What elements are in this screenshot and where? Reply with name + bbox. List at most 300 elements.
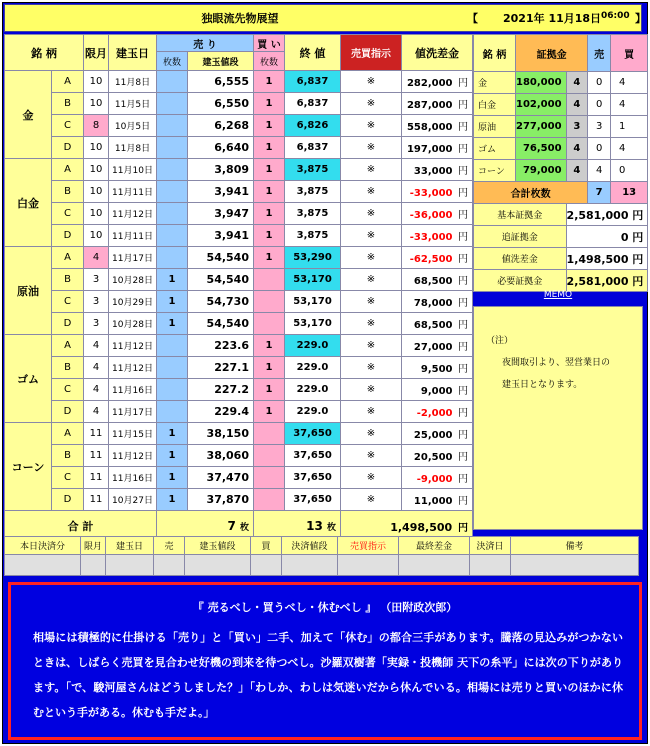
row-sell-qty: [157, 115, 188, 137]
row-diff-yen: 円: [458, 452, 468, 463]
settle-empty-cell: [106, 555, 154, 576]
row-diff-yen: 円: [458, 122, 468, 133]
row-diff: [402, 137, 473, 159]
row-price: 6,640: [188, 137, 254, 159]
row-date: 11月12日: [109, 445, 157, 467]
row-diff-yen: 円: [458, 364, 468, 375]
summary-value: 2,581,000 円: [566, 204, 648, 226]
row-diff-yen: 円: [458, 430, 468, 441]
row-buy-qty: [254, 423, 285, 445]
row-diff-value: 68,500: [413, 320, 453, 331]
row-diff: [402, 379, 473, 401]
position-row: [5, 423, 473, 445]
margin-qty: 4: [566, 72, 588, 94]
positions-table: [4, 34, 473, 542]
row-close: 37,650: [285, 445, 341, 467]
row-signal: ※: [341, 357, 402, 379]
row-signal: ※: [341, 115, 402, 137]
header-brand: 銘 柄: [5, 35, 84, 71]
position-row: [5, 467, 473, 489]
row-date: 11月16日: [109, 379, 157, 401]
margin-brand: 原油: [474, 116, 516, 138]
row-buy-qty: 1: [254, 181, 285, 203]
report-date: 2021年 11月18日: [503, 12, 602, 25]
memo-line-1: （注）: [486, 336, 514, 346]
settle-empty-cell: [154, 555, 185, 576]
row-sell-qty: 1: [157, 489, 188, 511]
row-diff: [402, 225, 473, 247]
row-buy-qty: 1: [254, 71, 285, 93]
row-diff: [402, 115, 473, 137]
row-date: 11月11日: [109, 181, 157, 203]
row-limit: 4: [84, 379, 109, 401]
margin-summary-table: [473, 34, 648, 292]
row-diff: [402, 93, 473, 115]
row-price: 227.1: [188, 357, 254, 379]
row-close: 6,837: [285, 71, 341, 93]
row-limit: 10: [84, 159, 109, 181]
row-date: 11月5日: [109, 93, 157, 115]
position-row: [5, 203, 473, 225]
summary-label: 追証拠金: [474, 226, 567, 248]
row-price: 3,809: [188, 159, 254, 181]
row-diff-value: 11,000: [413, 496, 453, 507]
margin-sell: 0: [588, 72, 611, 94]
header-sell-qty: 枚数: [157, 52, 188, 71]
margin-pad: [633, 94, 648, 116]
row-diff-value: 27,000: [413, 342, 453, 353]
row-signal: ※: [341, 71, 402, 93]
row-limit: 10: [84, 137, 109, 159]
memo-box: [473, 306, 643, 530]
row-price: 223.6: [188, 335, 254, 357]
summary-row: [474, 226, 648, 248]
row-diff-yen: 円: [458, 166, 468, 177]
row-diff: [402, 291, 473, 313]
position-row: [5, 247, 473, 269]
row-close: 53,290: [285, 247, 341, 269]
settle-header: 建玉日: [106, 537, 154, 555]
summary-row: [474, 248, 648, 270]
row-diff: [402, 269, 473, 291]
row-sell-qty: [157, 335, 188, 357]
row-diff: [402, 313, 473, 335]
row-date: 11月10日: [109, 159, 157, 181]
row-grade: D: [52, 401, 84, 423]
total-buy-unit: 枚: [326, 523, 336, 533]
header-price: 建玉値段: [188, 52, 254, 71]
position-row: [5, 115, 473, 137]
header-sell: 売 り: [157, 35, 254, 52]
row-signal: ※: [341, 379, 402, 401]
settle-empty-cell: [81, 555, 106, 576]
position-row: [5, 445, 473, 467]
margin-row: [474, 116, 648, 138]
row-sell-qty: [157, 71, 188, 93]
row-signal: ※: [341, 269, 402, 291]
settle-header: 建玉値段: [185, 537, 251, 555]
row-date: 11月12日: [109, 357, 157, 379]
row-diff-value: 9,000: [420, 386, 453, 397]
row-close: 229.0: [285, 401, 341, 423]
row-diff-value: 78,000: [413, 298, 453, 309]
header-close: 終 値: [285, 35, 341, 71]
summary-label: 必要証拠金: [474, 270, 567, 292]
commodity-name: ゴム: [5, 335, 52, 423]
row-diff-value: 282,000: [406, 78, 453, 89]
total-sell-unit: 枚: [239, 523, 249, 533]
summary-label: 基本証拠金: [474, 204, 567, 226]
memo-line-3: 建玉日となります。: [502, 380, 583, 390]
position-row: [5, 401, 473, 423]
row-diff-value: 287,000: [406, 100, 453, 111]
margin-value: 76,500: [516, 138, 567, 160]
row-diff: [402, 423, 473, 445]
row-close: 37,650: [285, 489, 341, 511]
row-date: 11月8日: [109, 71, 157, 93]
row-price: 54,540: [188, 247, 254, 269]
total-yen: 円: [458, 522, 468, 534]
margin-row: [474, 160, 648, 182]
margin-row: [474, 138, 648, 160]
row-close: 6,837: [285, 93, 341, 115]
side-header-buy: 買: [611, 35, 648, 72]
row-limit: 3: [84, 313, 109, 335]
settle-empty-cell: [5, 555, 81, 576]
row-price: 3,941: [188, 225, 254, 247]
margin-brand: ゴム: [474, 138, 516, 160]
row-signal: ※: [341, 335, 402, 357]
margin-pad: [633, 116, 648, 138]
row-sell-qty: 1: [157, 445, 188, 467]
position-row: [5, 357, 473, 379]
margin-row: [474, 72, 648, 94]
row-diff: [402, 467, 473, 489]
row-date: 10月28日: [109, 313, 157, 335]
row-grade: D: [52, 137, 84, 159]
position-row: [5, 489, 473, 511]
settle-empty-cell: [470, 555, 511, 576]
row-grade: A: [52, 423, 84, 445]
commodity-name: 白金: [5, 159, 52, 247]
side-header-brand: 銘 柄: [474, 35, 516, 72]
row-sell-qty: [157, 137, 188, 159]
margin-sell: 4: [588, 160, 611, 182]
position-row: [5, 335, 473, 357]
position-row: [5, 93, 473, 115]
row-limit: 11: [84, 445, 109, 467]
row-grade: B: [52, 269, 84, 291]
row-buy-qty: 1: [254, 401, 285, 423]
row-close: 37,650: [285, 467, 341, 489]
position-row: [5, 291, 473, 313]
row-signal: ※: [341, 423, 402, 445]
side-count-buy: 13: [611, 182, 648, 204]
row-close: 53,170: [285, 291, 341, 313]
row-date: 11月8日: [109, 137, 157, 159]
row-sell-qty: 1: [157, 423, 188, 445]
row-date: 11月15日: [109, 423, 157, 445]
row-date: 10月28日: [109, 269, 157, 291]
row-diff: [402, 445, 473, 467]
row-date: 11月12日: [109, 203, 157, 225]
row-limit: 3: [84, 291, 109, 313]
settle-empty-cell: [338, 555, 399, 576]
row-price: 54,730: [188, 291, 254, 313]
row-diff-yen: 円: [458, 474, 468, 485]
row-close: 3,875: [285, 181, 341, 203]
row-sell-qty: [157, 159, 188, 181]
margin-value: 102,000: [516, 94, 567, 116]
total-diff-value: 1,498,500: [390, 520, 453, 534]
row-date: 11月11日: [109, 225, 157, 247]
header-buy-qty: 枚数: [254, 52, 285, 71]
row-limit: 11: [84, 423, 109, 445]
row-diff-yen: 円: [458, 210, 468, 221]
row-date: 10月29日: [109, 291, 157, 313]
margin-pad: [633, 160, 648, 182]
row-diff-yen: 円: [458, 276, 468, 287]
margin-value: 277,000: [516, 116, 567, 138]
row-diff-yen: 円: [458, 254, 468, 265]
row-close: 229.0: [285, 379, 341, 401]
settlement-table: [4, 536, 639, 576]
row-buy-qty: 1: [254, 115, 285, 137]
memo-link[interactable]: MEMO: [543, 290, 573, 300]
settle-header: 売買指示: [338, 537, 399, 555]
memo-line-2: 夜間取引より、翌営業日の: [502, 358, 611, 368]
settle-empty-cell: [399, 555, 470, 576]
row-grade: D: [52, 313, 84, 335]
row-buy-qty: 1: [254, 225, 285, 247]
settle-empty-cell: [282, 555, 338, 576]
row-sell-qty: [157, 93, 188, 115]
row-sell-qty: [157, 401, 188, 423]
row-sell-qty: 1: [157, 269, 188, 291]
row-grade: A: [52, 159, 84, 181]
margin-brand: コーン: [474, 160, 516, 182]
row-sell-qty: [157, 181, 188, 203]
row-signal: ※: [341, 159, 402, 181]
position-row: [5, 71, 473, 93]
row-limit: 4: [84, 335, 109, 357]
row-buy-qty: 1: [254, 247, 285, 269]
row-price: 6,550: [188, 93, 254, 115]
row-grade: D: [52, 489, 84, 511]
row-diff-value: 558,000: [406, 122, 453, 133]
margin-buy: 4: [611, 72, 634, 94]
row-diff-yen: 円: [458, 188, 468, 199]
summary-row: [474, 204, 648, 226]
row-signal: ※: [341, 181, 402, 203]
margin-qty: 4: [566, 160, 588, 182]
commodity-name: コーン: [5, 423, 52, 511]
row-limit: 11: [84, 489, 109, 511]
position-row: [5, 137, 473, 159]
row-price: 227.2: [188, 379, 254, 401]
header-limit: 限月: [84, 35, 109, 71]
row-diff-yen: 円: [458, 342, 468, 353]
row-diff-value: -33,000: [409, 188, 453, 199]
side-count-sell: 7: [588, 182, 611, 204]
row-close: 3,875: [285, 225, 341, 247]
row-diff-yen: 円: [458, 100, 468, 111]
row-diff-yen: 円: [458, 232, 468, 243]
row-close: 3,875: [285, 203, 341, 225]
title-bar: [4, 4, 646, 32]
row-sell-qty: [157, 379, 188, 401]
header-buy: 買 い: [254, 35, 285, 52]
row-diff: [402, 159, 473, 181]
total-label: 合 計: [5, 511, 157, 542]
row-date: 10月27日: [109, 489, 157, 511]
row-buy-qty: [254, 313, 285, 335]
row-diff-yen: 円: [458, 408, 468, 419]
row-diff-value: -62,500: [409, 254, 453, 265]
margin-brand: 白金: [474, 94, 516, 116]
row-buy-qty: [254, 269, 285, 291]
row-price: 38,150: [188, 423, 254, 445]
row-buy-qty: 1: [254, 203, 285, 225]
position-row: [5, 379, 473, 401]
row-price: 3,947: [188, 203, 254, 225]
row-limit: 11: [84, 467, 109, 489]
row-grade: B: [52, 357, 84, 379]
row-buy-qty: 1: [254, 93, 285, 115]
row-price: 6,268: [188, 115, 254, 137]
quote-body: 相場には積極的に仕掛ける「売り」と「買い」二手、加えて「休む」の都合三手があります。騰落の見込みがつかないときは、しばらく売買を見合わせ好機の到来を待つべし。沙羅双樹著「実録・投機師 天下の糸平」には次の下りがあります。「で、駿河屋さんはどうしました？」「わしか、わしは気迷いだから休んでいる。相場には売りと買いのほかに休むという手がある。休むも手だよ。」: [33, 631, 623, 719]
row-limit: 4: [84, 247, 109, 269]
row-close: 229.0: [285, 357, 341, 379]
row-buy-qty: 1: [254, 159, 285, 181]
row-sell-qty: 1: [157, 467, 188, 489]
row-grade: C: [52, 291, 84, 313]
row-buy-qty: [254, 445, 285, 467]
row-grade: B: [52, 445, 84, 467]
row-close: 3,875: [285, 159, 341, 181]
margin-qty: 4: [566, 94, 588, 116]
row-diff-value: 33,000: [413, 166, 453, 177]
settle-header: 買: [251, 537, 282, 555]
row-diff: [402, 71, 473, 93]
margin-sell: 0: [588, 138, 611, 160]
row-price: 37,470: [188, 467, 254, 489]
margin-qty: 3: [566, 116, 588, 138]
row-limit: 4: [84, 401, 109, 423]
row-close: 6,826: [285, 115, 341, 137]
row-diff: [402, 181, 473, 203]
row-sell-qty: [157, 247, 188, 269]
row-diff-value: -33,000: [409, 232, 453, 243]
row-date: 11月17日: [109, 247, 157, 269]
row-diff: [402, 401, 473, 423]
settle-header: 本日決済分: [5, 537, 81, 555]
commodity-name: 原油: [5, 247, 52, 335]
row-date: 10月5日: [109, 115, 157, 137]
page-title: 独眼流先物展望: [201, 12, 279, 25]
row-diff: [402, 357, 473, 379]
row-grade: A: [52, 335, 84, 357]
row-diff-value: -36,000: [409, 210, 453, 221]
row-buy-qty: [254, 291, 285, 313]
header-signal: 売買指示: [341, 35, 402, 71]
commodity-name: 金: [5, 71, 52, 159]
row-signal: ※: [341, 467, 402, 489]
row-price: 6,555: [188, 71, 254, 93]
row-limit: 8: [84, 115, 109, 137]
row-limit: 10: [84, 203, 109, 225]
row-signal: ※: [341, 445, 402, 467]
row-buy-qty: 1: [254, 137, 285, 159]
summary-label: 値洗差金: [474, 248, 567, 270]
row-signal: ※: [341, 401, 402, 423]
row-signal: ※: [341, 137, 402, 159]
settle-header: 限月: [81, 537, 106, 555]
row-sell-qty: [157, 203, 188, 225]
margin-buy: 4: [611, 138, 634, 160]
row-diff: [402, 203, 473, 225]
total-sell-value: 7: [227, 519, 236, 533]
row-diff-yen: 円: [458, 78, 468, 89]
row-diff-value: -2,000: [416, 408, 453, 419]
row-diff: [402, 247, 473, 269]
row-diff-value: 68,500: [413, 276, 453, 287]
row-buy-qty: 1: [254, 357, 285, 379]
row-diff: [402, 335, 473, 357]
settle-header: 決済日: [470, 537, 511, 555]
row-grade: C: [52, 203, 84, 225]
row-signal: ※: [341, 489, 402, 511]
settle-header: 備考: [511, 537, 639, 555]
bracket-close: 】: [635, 12, 646, 25]
quote-title: 『 売るべし・買うべし・休むべし 』 （田附政次郎）: [192, 601, 458, 614]
header-diff: 値洗差金: [402, 35, 473, 71]
bracket-open: 【: [467, 12, 478, 25]
margin-buy: 0: [611, 160, 634, 182]
row-sell-qty: 1: [157, 313, 188, 335]
row-price: 38,060: [188, 445, 254, 467]
position-row: [5, 159, 473, 181]
row-diff-yen: 円: [458, 144, 468, 155]
row-buy-qty: [254, 467, 285, 489]
settle-header: 決済値段: [282, 537, 338, 555]
row-diff-value: 20,500: [413, 452, 453, 463]
row-limit: 10: [84, 225, 109, 247]
margin-value: 79,000: [516, 160, 567, 182]
row-limit: 3: [84, 269, 109, 291]
row-buy-qty: [254, 489, 285, 511]
row-price: 54,540: [188, 269, 254, 291]
row-signal: ※: [341, 203, 402, 225]
row-diff: [402, 489, 473, 511]
row-signal: ※: [341, 313, 402, 335]
row-close: 53,170: [285, 313, 341, 335]
margin-value: 180,000: [516, 72, 567, 94]
margin-pad: [633, 72, 648, 94]
quote-panel: [8, 582, 642, 740]
margin-buy: 1: [611, 116, 634, 138]
row-date: 11月17日: [109, 401, 157, 423]
position-row: [5, 225, 473, 247]
row-grade: A: [52, 247, 84, 269]
position-row: [5, 269, 473, 291]
summary-row: [474, 270, 648, 292]
report-time: 06:00: [601, 11, 630, 21]
margin-row: [474, 94, 648, 116]
row-grade: C: [52, 115, 84, 137]
row-diff-value: 9,500: [420, 364, 453, 375]
margin-sell: 0: [588, 94, 611, 116]
